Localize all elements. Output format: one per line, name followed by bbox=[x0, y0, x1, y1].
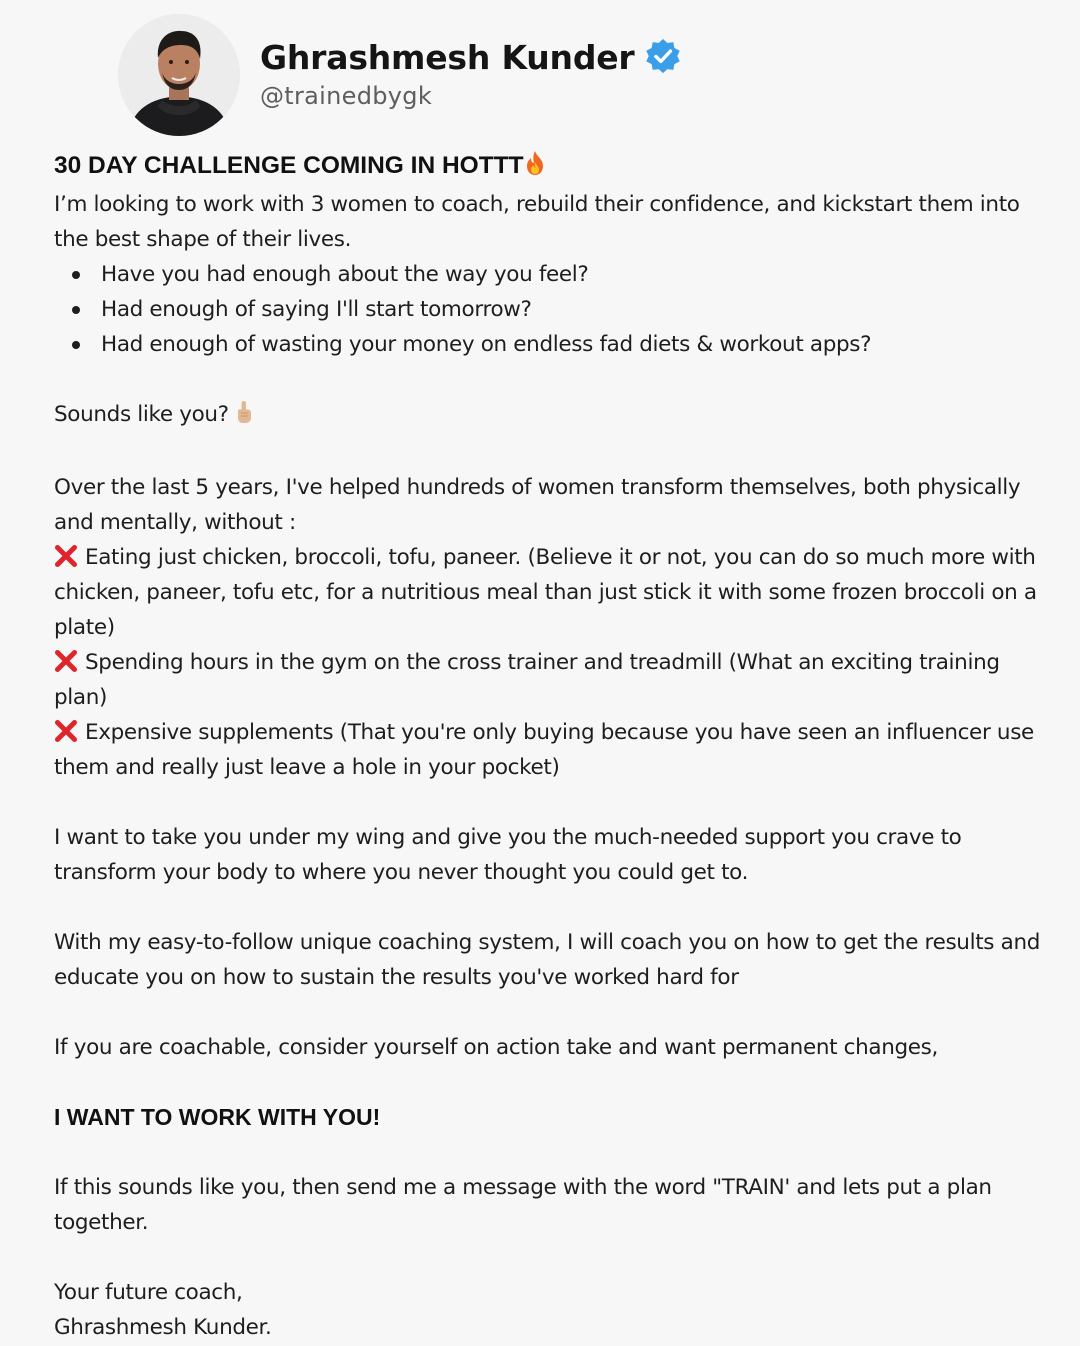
list-item bbox=[54, 540, 1054, 645]
spacer bbox=[54, 1240, 1054, 1275]
sounds-like-you-line bbox=[54, 397, 1054, 435]
signoff-line: Your future coach, bbox=[54, 1280, 243, 1305]
spacer bbox=[54, 785, 1054, 820]
spacer bbox=[54, 1065, 1054, 1100]
cross-mark-icon bbox=[54, 544, 78, 568]
display-name[interactable]: Ghrashmesh Kunder bbox=[260, 37, 635, 77]
experience-paragraph: Over the last 5 years, I've helped hundreds of women transform themselves, both physically and mentally, without : bbox=[54, 475, 1021, 535]
post-headline bbox=[54, 148, 1054, 187]
avatar[interactable] bbox=[118, 14, 240, 136]
list-item: Have you had enough about the way you feel? bbox=[54, 257, 1054, 292]
support-paragraph: I want to take you under my wing and give you the much-needed support you crave to transform your body to where you never thought you could get to. bbox=[54, 825, 962, 885]
list-item: Had enough of saying I'll start tomorrow? bbox=[54, 292, 1054, 327]
without-item-text: Expensive supplements (That you're only buying because you have seen an influencer use them and really just leave a hole in your pocket) bbox=[54, 720, 1034, 780]
list-item bbox=[54, 645, 1054, 715]
without-item-text: Spending hours in the gym on the cross trainer and treadmill (What an exciting training plan) bbox=[54, 650, 1000, 710]
pointing-up-hand-icon bbox=[235, 400, 253, 435]
coachable-paragraph: If you are coachable, consider yourself on action take and want permanent changes, bbox=[54, 1035, 939, 1060]
username-handle[interactable]: @trainedbygk bbox=[260, 82, 433, 110]
post-body bbox=[54, 148, 1054, 1345]
spacer bbox=[54, 1135, 1054, 1170]
profile-photo-icon bbox=[118, 14, 240, 136]
question-list bbox=[54, 257, 1054, 362]
sounds-like-you-text: Sounds like you? bbox=[54, 402, 229, 427]
list-item bbox=[54, 715, 1054, 785]
spacer bbox=[54, 890, 1054, 925]
cta-heading: I WANT TO WORK WITH YOU! bbox=[54, 1104, 381, 1130]
spacer bbox=[54, 995, 1054, 1030]
profile-identity bbox=[260, 34, 682, 110]
without-item-text: Eating just chicken, broccoli, tofu, paneer. (Believe it or not, you can do so much more with chicken, paneer, tofu etc, for a nutritious meal than just stick it with some frozen broccoli on a plate) bbox=[54, 545, 1037, 640]
message-cta-paragraph: If this sounds like you, then send me a message with the word "TRAIN' and lets put a plan together. bbox=[54, 1175, 992, 1235]
list-item: Had enough of wasting your money on endless fad diets & workout apps? bbox=[54, 327, 1054, 362]
verified-badge-icon bbox=[644, 38, 682, 76]
name-row bbox=[260, 34, 682, 80]
cross-mark-icon bbox=[54, 649, 78, 673]
cross-mark-icon bbox=[54, 719, 78, 743]
spacer bbox=[54, 362, 1054, 397]
spacer bbox=[54, 435, 1054, 470]
headline-text: 30 DAY CHALLENGE COMING IN HOTTT bbox=[54, 152, 524, 179]
signoff-name: Ghrashmesh Kunder. bbox=[54, 1315, 272, 1340]
intro-paragraph: I’m looking to work with 3 women to coach, rebuild their confidence, and kickstart them into the best shape of their lives. bbox=[54, 192, 1020, 252]
fire-icon bbox=[524, 150, 546, 187]
system-paragraph: With my easy-to-follow unique coaching system, I will coach you on how to get the results and educate you on how to sustain the results you've worked hard for bbox=[54, 930, 1041, 990]
profile-header bbox=[118, 14, 682, 136]
